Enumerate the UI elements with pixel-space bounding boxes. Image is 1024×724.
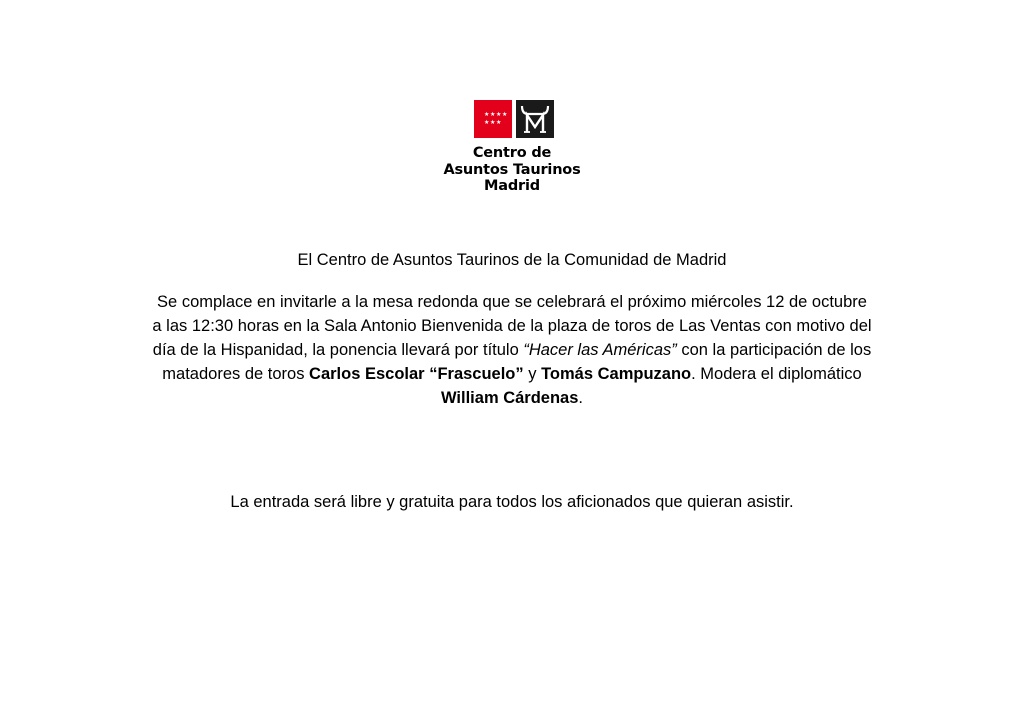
logo-wordmark	[428, 145, 596, 195]
document-heading: El Centro de Asuntos Taurinos de la Comunidad de Madrid	[297, 251, 727, 269]
paragraph-line	[0, 386, 1024, 410]
text-span: y	[523, 365, 542, 383]
star-icon: ★	[496, 120, 502, 126]
paragraph-line: Se complace en invitarle a la mesa redonda que se celebrará el próximo miércoles 12 de octubre	[157, 293, 867, 311]
speaker-name: Tomás Campuzano	[541, 365, 692, 383]
lecture-title: “Hacer las Américas”	[523, 341, 677, 359]
paragraph-line	[0, 362, 1024, 386]
madrid-flag-icon	[474, 100, 512, 138]
text-span: matadores de toros	[162, 365, 310, 383]
star-icon: ★	[484, 120, 490, 126]
logo-marks	[474, 100, 554, 140]
logo-line: Centro de	[472, 145, 552, 161]
closing-note: La entrada será libre y gratuita para todos los aficionados que quieran asistir.	[230, 493, 794, 511]
text-span: con la participación de los	[676, 341, 872, 359]
centro-asuntos-taurinos-logo	[428, 100, 596, 198]
paragraph-line: a las 12:30 horas en la Sala Antonio Bienvenida de la plaza de toros de Las Ventas con motivo del	[152, 317, 872, 335]
logo-line: Asuntos Taurinos	[443, 161, 581, 178]
star-icon: ★	[496, 112, 502, 118]
moderator-name: William Cárdenas	[441, 389, 579, 407]
speaker-name: Carlos Escolar “Frascuelo”	[309, 365, 524, 383]
paragraph-line	[0, 338, 1024, 362]
star-icon: ★	[502, 112, 508, 118]
text-span: día de la Hispanidad, la ponencia llevará por título	[152, 341, 524, 359]
bull-horns-icon	[516, 100, 554, 138]
text-span: .	[578, 389, 583, 407]
invitation-paragraph	[0, 290, 1024, 410]
logo-line: Madrid	[484, 178, 540, 194]
star-icon: ★	[484, 112, 490, 118]
star-icon: ★	[490, 112, 496, 118]
text-span: . Modera el diplomático	[691, 365, 862, 383]
star-icon: ★	[490, 120, 496, 126]
